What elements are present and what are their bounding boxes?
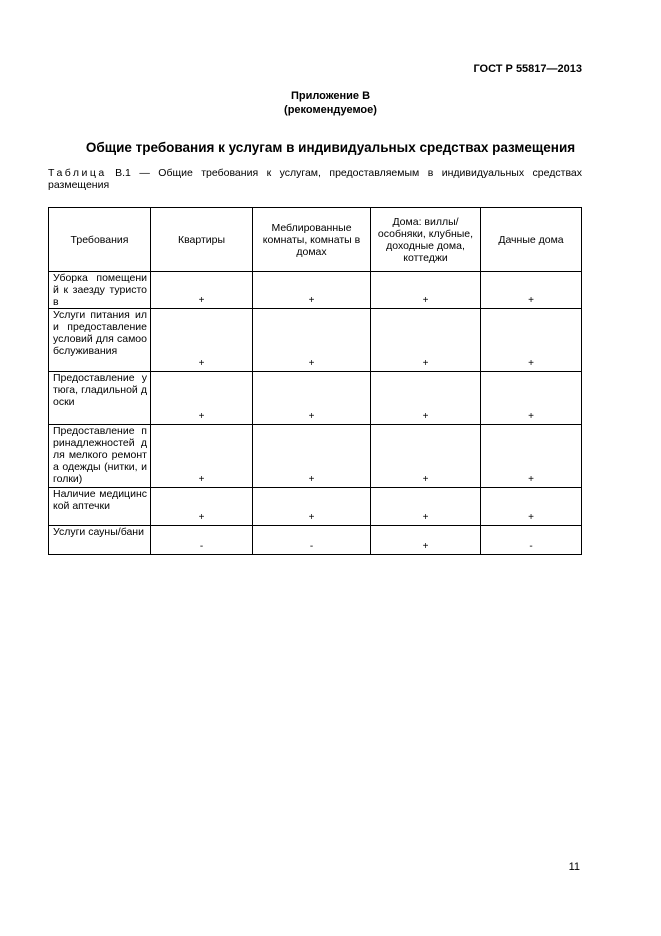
annex-title: Приложение В bbox=[290, 90, 371, 102]
row-mark: + bbox=[253, 309, 371, 372]
row-mark: + bbox=[253, 372, 371, 425]
row-requirement: Предоставление утюга, гладильной доски bbox=[49, 372, 151, 425]
row-requirement: Услуги питания или предоставление условий для самообслуживания bbox=[49, 309, 151, 372]
row-mark: + bbox=[371, 272, 481, 309]
row-requirement: Предоставление принадлежностей для мелкого ремонта одежды (нитки, иголки) bbox=[49, 425, 151, 488]
row-mark: + bbox=[371, 526, 481, 555]
row-requirement: Услуги сауны/бани bbox=[49, 526, 151, 555]
header-houses: Дома: виллы/особняки, клубные, доходные дома, коттеджи bbox=[371, 208, 481, 272]
row-mark: + bbox=[253, 425, 371, 488]
row-mark: - bbox=[481, 526, 582, 555]
row-mark: + bbox=[151, 372, 253, 425]
row-mark: + bbox=[481, 272, 582, 309]
table-row bbox=[49, 488, 582, 526]
row-mark: + bbox=[371, 372, 481, 425]
table-row bbox=[49, 425, 582, 488]
row-mark: - bbox=[253, 526, 371, 555]
row-mark: + bbox=[481, 309, 582, 372]
header-furnished-rooms: Меблированные комнаты, комнаты в домах bbox=[253, 208, 371, 272]
annex-subtitle: (рекомендуемое) bbox=[284, 104, 377, 116]
requirements-table bbox=[48, 207, 582, 555]
row-mark: - bbox=[151, 526, 253, 555]
header-apartments: Квартиры bbox=[151, 208, 253, 272]
table-caption-label: Таблица bbox=[48, 167, 107, 179]
document-title: Общие требования к услугам в индивидуальных средствах размещения bbox=[85, 140, 576, 155]
standard-code: ГОСТ Р 55817—2013 bbox=[473, 63, 582, 75]
row-mark: + bbox=[151, 425, 253, 488]
row-mark: + bbox=[481, 372, 582, 425]
table-caption-text: В.1 — Общие требования к услугам, предоставляемым в индивидуальных средствах размещения bbox=[48, 167, 582, 191]
table-row bbox=[49, 272, 582, 309]
row-mark: + bbox=[253, 272, 371, 309]
table-row bbox=[49, 526, 582, 555]
table-row bbox=[49, 309, 582, 372]
row-requirement: Наличие медицинской аптечки bbox=[49, 488, 151, 526]
row-mark: + bbox=[371, 425, 481, 488]
row-requirement: Уборка помещений к заезду туристов bbox=[49, 272, 151, 309]
row-mark: + bbox=[371, 309, 481, 372]
row-mark: + bbox=[481, 425, 582, 488]
annex-heading bbox=[0, 89, 661, 117]
table-caption bbox=[48, 167, 582, 191]
row-mark: + bbox=[151, 309, 253, 372]
table-row bbox=[49, 372, 582, 425]
row-mark: + bbox=[151, 488, 253, 526]
header-country-houses: Дачные дома bbox=[481, 208, 582, 272]
row-mark: + bbox=[151, 272, 253, 309]
page-number: 11 bbox=[568, 861, 580, 873]
header-requirements: Требования bbox=[49, 208, 151, 272]
row-mark: + bbox=[253, 488, 371, 526]
table-header-row bbox=[49, 208, 582, 272]
row-mark: + bbox=[371, 488, 481, 526]
row-mark: + bbox=[481, 488, 582, 526]
